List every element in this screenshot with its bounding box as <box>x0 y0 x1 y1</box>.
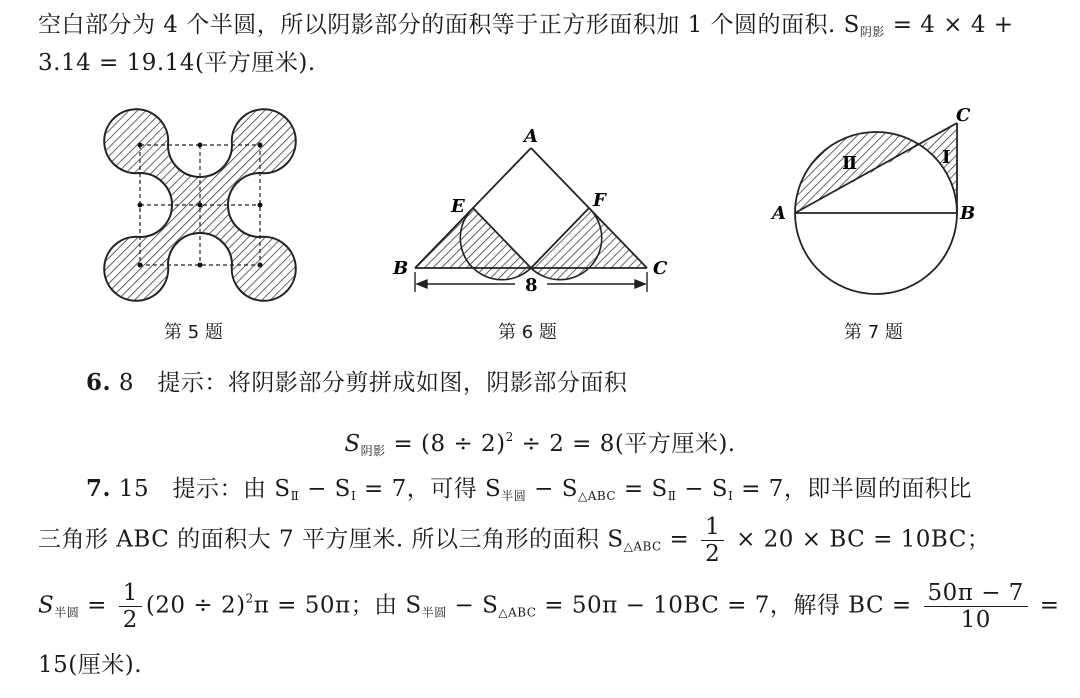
figure-7 <box>760 105 990 305</box>
subscript: Ⅱ <box>667 489 677 503</box>
text: − S <box>446 592 499 619</box>
label-F: F <box>593 190 606 211</box>
text: = (8 ÷ 2) <box>385 431 506 457</box>
subscript: △ABC <box>623 539 662 554</box>
figure-6 <box>385 120 685 300</box>
denominator: 10 <box>960 607 991 633</box>
text: S <box>38 592 55 619</box>
fraction <box>701 514 724 567</box>
text: = <box>1031 592 1060 619</box>
text: 3.14 = 19.14(平方厘米). <box>38 50 316 76</box>
label-B: B <box>960 203 976 224</box>
item-6-formula <box>0 422 1080 466</box>
text: − S <box>299 476 351 502</box>
item-7-line-1 <box>86 474 972 511</box>
text: 三角形 ABC 的面积大 7 平方厘米. 所以三角形的面积 S <box>38 526 624 553</box>
item-7-line-2 <box>38 514 990 574</box>
subscript: Ⅰ <box>350 489 357 503</box>
text: − S <box>526 476 578 502</box>
denominator: 2 <box>705 541 721 567</box>
superscript: 2 <box>245 591 254 606</box>
text: ÷ 2 = 8(平方厘米). <box>513 431 736 457</box>
text: = S <box>616 476 668 502</box>
subscript: 半圆 <box>54 605 80 620</box>
label-B: B <box>393 258 409 279</box>
text: = <box>661 526 690 553</box>
dimension-label: 8 <box>525 275 538 296</box>
subscript: Ⅰ <box>728 489 734 503</box>
subscript: 阴影 <box>360 444 386 458</box>
label-II: Ⅱ <box>842 153 858 174</box>
text: 空白部分为 4 个半圆，所以阴影部分的面积等于正方形面积加 1 个圆的面积. S <box>38 12 860 38</box>
item-7-line-4 <box>38 650 142 680</box>
subscript: Ⅱ <box>290 489 300 503</box>
text: × 20 × BC = 10BC； <box>736 526 991 553</box>
text: = 50π − 10BC = 7，解得 BC = <box>536 592 912 619</box>
label-C: C <box>956 105 971 126</box>
top-paragraph-line-1 <box>38 10 1014 47</box>
item-number: 6. <box>86 369 112 396</box>
text: = 7，即半圆的面积比 <box>733 476 972 502</box>
denominator: 2 <box>122 607 138 633</box>
item-6-line <box>86 368 627 398</box>
fraction <box>924 580 1028 633</box>
text: − S <box>676 476 729 502</box>
hint: 提示：将阴影部分剪拼成如图，阴影部分面积 <box>157 370 628 396</box>
figure-6-caption: 第 6 题 <box>498 322 557 343</box>
figure-7-caption: 第 7 题 <box>844 322 903 343</box>
label-A: A <box>772 203 786 224</box>
label-A: A <box>524 126 538 147</box>
text: S <box>344 431 361 457</box>
top-paragraph-line-2 <box>38 48 316 78</box>
text: = <box>79 592 107 619</box>
subscript: 半圆 <box>421 605 447 620</box>
region-I <box>921 123 957 213</box>
text: = 4 × 4 + <box>884 12 1014 38</box>
region-II <box>795 132 921 213</box>
label-I: Ⅰ <box>942 147 951 168</box>
text: 提示：由 S <box>172 476 291 502</box>
label-E: E <box>451 196 465 217</box>
subscript: △ABC <box>577 489 617 503</box>
subscript: △ABC <box>498 605 537 620</box>
text: = 7，可得 S <box>356 476 502 502</box>
text: 15(厘米). <box>38 652 143 678</box>
label-C: C <box>653 258 668 279</box>
figure-5 <box>100 105 300 305</box>
answer: 8 <box>118 370 134 396</box>
numerator: 50π − 7 <box>924 580 1028 607</box>
item-number: 7. <box>86 475 112 502</box>
subscript: 半圆 <box>501 489 527 503</box>
figure-5-caption: 第 5 题 <box>164 322 223 343</box>
subscript: 阴影 <box>859 25 885 39</box>
superscript: 2 <box>505 430 514 444</box>
text: π = 50π；由 S <box>253 592 422 619</box>
text: (20 ÷ 2) <box>145 592 246 619</box>
numerator: 1 <box>119 580 142 607</box>
answer: 15 <box>118 476 150 502</box>
fraction <box>119 580 142 633</box>
item-7-line-3 <box>38 580 1060 640</box>
numerator: 1 <box>701 514 724 541</box>
